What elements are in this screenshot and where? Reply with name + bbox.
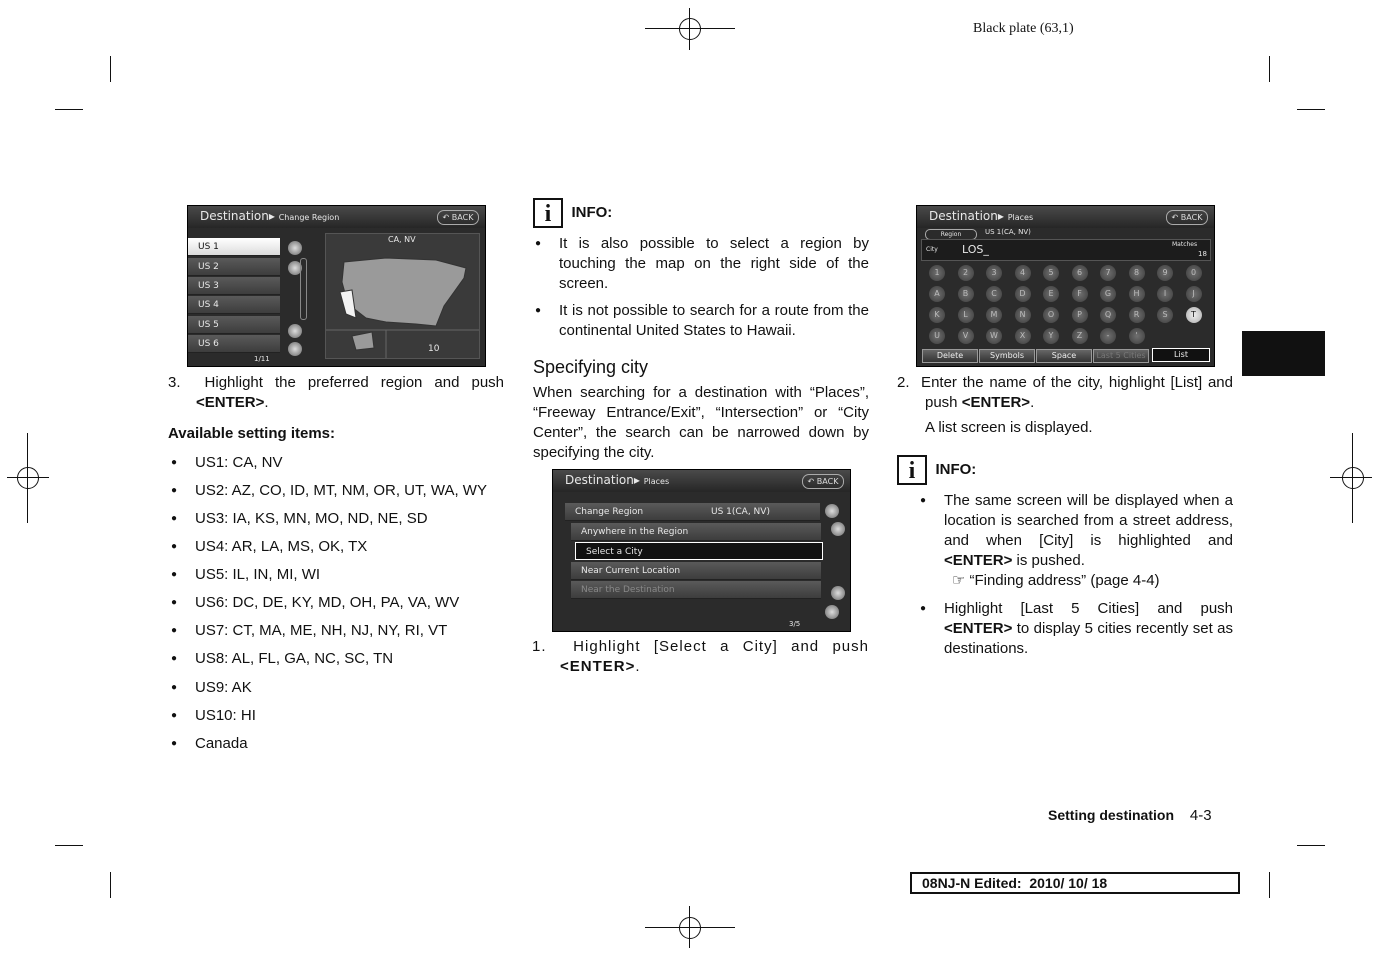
key-2[interactable]: 2 [958,265,974,281]
menu-select-city[interactable]: Select a City [575,542,823,560]
list-item: ● US3: IA, KS, MN, MO, ND, NE, SD [168,509,508,529]
key-L[interactable]: L [958,307,974,323]
key-5[interactable]: 5 [1043,265,1059,281]
screen-title: Destination▸ Places [929,209,1034,223]
list-item: ● US6: DC, DE, KY, MD, OH, PA, VA, WV [168,593,508,613]
list-item: ● Canada [168,734,508,754]
key-T[interactable]: T [1186,307,1202,323]
back-button[interactable]: ↶ BACK [1166,210,1208,225]
list-item: ● It is not possible to search for a route from the continental United States to Hawaii. [532,301,869,341]
key-F[interactable]: F [1072,286,1088,302]
menu-near-destination: Near the Destination [571,581,821,599]
step-2: 2. Enter the name of the city, highlight [List] and push <ENTER>. A list screen is displayed. [897,374,1233,436]
chapter-tab [1242,331,1325,376]
city-input-field[interactable] [921,239,1211,261]
list-item: ● Highlight [Last 5 Cities] and push <ENTER> to display 5 cities recently set as destinations. [917,599,1233,659]
key-K[interactable]: K [929,307,945,323]
last-5-cities-button[interactable]: Last 5 Cities [1093,349,1149,363]
key-C[interactable]: C [986,286,1002,302]
key-8[interactable]: 8 [1129,265,1145,281]
list-screen-note: A list screen is displayed. [925,419,1093,436]
space-button[interactable]: Space [1036,349,1092,363]
back-button[interactable]: ↶ BACK [802,474,844,489]
list-item: ● US5: IL, IN, MI, WI [168,565,508,585]
key-V[interactable]: V [958,328,974,344]
key-G[interactable]: G [1100,286,1116,302]
key-Q[interactable]: Q [1100,307,1116,323]
city-label: City [926,246,938,253]
key-U[interactable]: U [929,328,945,344]
key-0[interactable]: 0 [1186,265,1202,281]
reference-icon: ☞ [952,572,966,589]
key-A[interactable]: A [929,286,945,302]
reference-link[interactable]: “Finding address” (page 4-4) [969,572,1160,589]
screenshot-places-menu [552,469,851,632]
list-item: ● US10: HI [168,706,508,726]
key-4[interactable]: 4 [1015,265,1031,281]
region-value: US 1(CA, NV) [985,228,1031,236]
key-M[interactable]: M [986,307,1002,323]
screenshot-city-keyboard [916,205,1215,367]
menu-near-current[interactable]: Near Current Location [571,562,821,580]
region-value: US 1(CA, NV) [711,507,770,517]
region-item[interactable]: US 1 [188,238,280,256]
scroll-down-button[interactable] [288,324,302,338]
key-N[interactable]: N [1015,307,1031,323]
list-button[interactable]: List [1152,348,1210,362]
step-3: 3. Highlight the preferred region and push <ENTER>. [168,374,504,411]
list-item: ● US4: AR, LA, MS, OK, TX [168,537,508,557]
footer-section: Setting destination 4-3 [1048,807,1212,824]
scrollbar[interactable] [300,258,307,320]
key-W[interactable]: W [986,328,1002,344]
region-button[interactable]: Region [925,229,977,240]
region-item[interactable]: US 3 [188,277,280,295]
delete-button[interactable]: Delete [922,349,978,363]
list-item: ● The same screen will be displayed when a location is searched from a street address, and when [City] is highlighted and <ENTER> is pushed. ☞ “Finding address” (page 4-4) [917,491,1233,591]
screen-title: Destination▸ Change Region [200,209,340,223]
section-heading: Specifying city [533,357,649,377]
key-E[interactable]: E [1043,286,1059,302]
key-3[interactable]: 3 [986,265,1002,281]
list-item: ● US9: AK [168,678,508,698]
menu-anywhere[interactable]: Anywhere in the Region [571,523,821,541]
scroll-bottom-button[interactable] [288,342,302,356]
key-O[interactable]: O [1043,307,1059,323]
key-H[interactable]: H [1129,286,1145,302]
scroll-top-button[interactable] [288,241,302,255]
key-R[interactable]: R [1129,307,1145,323]
symbols-button[interactable]: Symbols [979,349,1035,363]
info-header-2: i INFO: [897,455,976,485]
key-Z[interactable]: Z [1072,328,1088,344]
key--[interactable]: - [1100,328,1116,344]
key-1[interactable]: 1 [929,265,945,281]
screenshot-change-region [187,205,486,367]
key-J[interactable]: J [1186,286,1202,302]
info-icon: i [897,455,927,485]
us-map[interactable] [325,233,480,359]
info-list-2 [917,491,1233,659]
info-header-1: i INFO: [533,198,612,228]
key-6[interactable]: 6 [1072,265,1088,281]
scroll-down-button[interactable] [831,586,845,600]
key-X[interactable]: X [1015,328,1031,344]
info-list-1 [532,234,869,341]
plate-label: Black plate (63,1) [973,21,1074,36]
scroll-top-button[interactable] [825,504,839,518]
page-indicator: 1/11 [254,355,270,363]
page-indicator: 3/5 [789,620,801,628]
key-P[interactable]: P [1072,307,1088,323]
back-button[interactable]: ↶ BACK [437,210,479,225]
key-B[interactable]: B [958,286,974,302]
available-items-heading: Available setting items: [168,425,335,442]
region-item[interactable]: US 5 [188,316,280,334]
region-item[interactable]: US 2 [188,258,280,276]
page-number: 4-3 [1189,807,1212,824]
map-label: CA, NV [388,235,416,244]
menu-change-region[interactable]: Change Region US 1(CA, NV) [565,503,820,521]
available-items-list [168,453,508,754]
scroll-bottom-button[interactable] [825,605,839,619]
key-9[interactable]: 9 [1157,265,1173,281]
region-item[interactable]: US 4 [188,296,280,314]
edited-stamp: 08NJ-N Edited: 2010/ 10/ 18 [910,872,1240,894]
list-item: ● US2: AZ, CO, ID, MT, NM, OR, UT, WA, WY [168,481,508,501]
us-map-icon [326,234,479,358]
list-item: ● US1: CA, NV [168,453,508,473]
key-Y[interactable]: Y [1043,328,1059,344]
list-item: ● US8: AL, FL, GA, NC, SC, TN [168,649,508,669]
region-item[interactable]: US 6 [188,335,280,353]
intro-paragraph: When searching for a destination with “Places”, “Freeway Entrance/Exit”, “Intersection” or “City Center”, the search can be narrowed down by specifying the city. [533,384,869,461]
step-1: 1. Highlight [Select a City] and push <ENTER>. [532,638,869,675]
list-item: ● It is also possible to select a region by touching the map on the right side of the screen. [532,234,869,294]
info-icon: i [533,198,563,228]
key-S[interactable]: S [1157,307,1173,323]
city-input-value: LOS_ [962,243,989,256]
key-D[interactable]: D [1015,286,1031,302]
matches-label: Matches [1172,241,1198,248]
map-label-10: 10 [428,344,440,354]
key-7[interactable]: 7 [1100,265,1116,281]
matches-value: 18 [1198,250,1207,258]
screen-title: Destination▸ Places [565,473,670,487]
list-item: ● US7: CT, MA, ME, NH, NJ, NY, RI, VT [168,621,508,641]
scroll-up-button[interactable] [831,522,845,536]
key-'[interactable]: ' [1129,328,1145,344]
key-I[interactable]: I [1157,286,1173,302]
